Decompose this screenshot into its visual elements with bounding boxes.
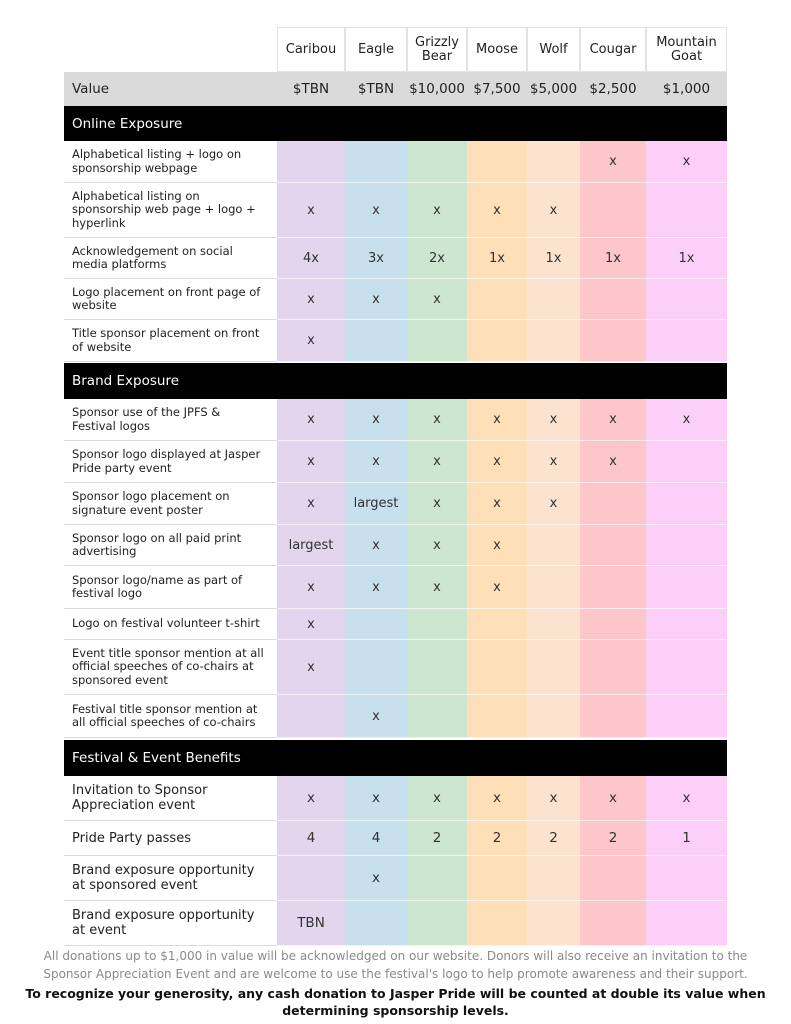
tier-value-4 xyxy=(527,72,580,106)
tier-name: Grizzly Bear xyxy=(415,34,459,64)
benefit-mark xyxy=(345,320,407,362)
benefit-mark-text: 1x xyxy=(545,250,562,266)
benefit-mark xyxy=(277,821,345,856)
benefit-mark xyxy=(277,695,345,738)
benefit-mark-text: x xyxy=(372,579,380,595)
benefit-label-text: Alphabetical listing on sponsorship web page + logo + hyperlink xyxy=(72,188,256,230)
benefit-mark-text: x xyxy=(433,412,441,427)
footer-note-line-1: All donations up to $1,000 in value will be acknowledged on our website. Donors will also receive an invitation to the xyxy=(43,949,748,963)
benefit-mark xyxy=(407,776,467,821)
benefit-label xyxy=(64,441,277,483)
benefit-mark xyxy=(527,320,580,362)
benefit-label xyxy=(64,141,277,183)
benefit-label xyxy=(64,640,277,695)
benefit-mark xyxy=(646,821,727,856)
benefit-label-text: Logo placement on front page of website xyxy=(72,284,261,312)
benefit-mark-text: x xyxy=(372,537,380,553)
benefit-mark xyxy=(580,441,646,483)
benefit-mark-text: x xyxy=(372,708,380,724)
benefit-mark-text: x xyxy=(307,291,315,307)
benefit-label xyxy=(64,238,277,279)
benefit-mark xyxy=(407,141,467,183)
benefit-mark xyxy=(407,821,467,856)
benefit-mark xyxy=(407,609,467,640)
benefit-mark-text: x xyxy=(609,454,617,469)
benefit-mark-text: x xyxy=(433,202,441,218)
benefit-mark xyxy=(407,183,467,238)
benefit-label-text: Sponsor logo on all paid print advertising xyxy=(72,530,242,558)
benefit-mark-text: x xyxy=(433,496,441,511)
benefit-mark xyxy=(580,399,646,441)
benefit-mark xyxy=(580,483,646,525)
benefit-mark-text: x xyxy=(307,659,315,675)
footer-note-line-2: Sponsor Appreciation Event and are welcome to use the festival's logo to help promote awareness and their support. xyxy=(43,967,748,981)
benefit-mark-text: x xyxy=(307,616,315,632)
benefit-mark xyxy=(527,640,580,695)
benefit-mark xyxy=(277,441,345,483)
benefit-mark xyxy=(277,238,345,279)
benefit-mark xyxy=(580,141,646,183)
benefit-mark-text: 4 xyxy=(371,830,381,846)
benefit-mark-text: x xyxy=(609,154,617,169)
benefit-mark xyxy=(527,525,580,566)
benefit-mark-text: x xyxy=(493,579,501,595)
benefit-mark xyxy=(467,856,527,901)
benefit-mark xyxy=(345,183,407,238)
benefit-mark xyxy=(277,640,345,695)
tier-value: $TBN xyxy=(292,81,330,97)
tier-header-2 xyxy=(407,27,467,72)
tier-name: Mountain Goat xyxy=(656,34,717,64)
benefit-mark xyxy=(580,238,646,279)
benefit-mark-text: x xyxy=(609,790,617,806)
benefit-label-text: Logo on festival volunteer t-shirt xyxy=(72,616,260,631)
benefit-mark xyxy=(407,640,467,695)
benefit-mark-text: x xyxy=(549,412,558,427)
benefit-label xyxy=(64,279,277,320)
benefit-mark xyxy=(467,776,527,821)
benefit-mark-text: 2x xyxy=(429,250,445,266)
value-label-text: Value xyxy=(72,81,110,97)
benefit-mark-text: x xyxy=(433,537,441,553)
benefit-mark xyxy=(277,566,345,609)
benefit-mark xyxy=(277,776,345,821)
benefit-mark xyxy=(646,441,727,483)
benefit-mark-text: x xyxy=(372,870,380,886)
benefit-mark-text: x xyxy=(682,412,691,427)
benefit-mark-text: x xyxy=(433,790,441,806)
benefit-mark xyxy=(467,483,527,525)
benefit-mark xyxy=(467,238,527,279)
benefit-mark xyxy=(580,776,646,821)
benefit-mark xyxy=(407,525,467,566)
benefit-mark xyxy=(580,695,646,738)
benefit-mark-text: x xyxy=(682,790,691,806)
benefit-mark xyxy=(646,238,727,279)
footer-bold-line-2: determining sponsorship levels. xyxy=(282,1003,509,1018)
benefit-label-text: Sponsor use of the JPFS & Festival logos xyxy=(72,405,221,433)
tier-name: Wolf xyxy=(539,41,568,57)
benefit-mark-text: x xyxy=(307,579,315,595)
benefit-mark-text: x xyxy=(307,454,315,469)
benefit-mark xyxy=(646,901,727,946)
benefit-label xyxy=(64,320,277,362)
benefit-label-text: Pride Party passes xyxy=(72,830,191,846)
benefit-mark-text: x xyxy=(549,202,558,218)
benefit-mark-text: x xyxy=(307,333,315,348)
benefit-mark xyxy=(580,525,646,566)
benefit-mark-text: 1x xyxy=(678,250,695,266)
benefit-mark-text: x xyxy=(493,790,501,806)
benefit-mark xyxy=(345,141,407,183)
benefit-mark-text: 4 xyxy=(306,830,316,846)
benefit-mark-text: x xyxy=(372,202,380,218)
benefit-label-text: Invitation to Sponsor Appreciation event xyxy=(72,783,208,813)
benefit-mark xyxy=(527,566,580,609)
benefit-mark xyxy=(407,279,467,320)
benefit-mark xyxy=(527,695,580,738)
benefit-mark xyxy=(646,776,727,821)
benefit-mark-text: 2 xyxy=(608,830,618,846)
benefit-mark xyxy=(345,238,407,279)
tier-header-4 xyxy=(527,27,580,72)
benefit-label-text: Brand exposure opportunity at event xyxy=(72,908,255,938)
benefit-label xyxy=(64,695,277,738)
tier-header-6 xyxy=(646,27,727,72)
benefit-mark xyxy=(580,821,646,856)
benefit-label xyxy=(64,856,277,901)
benefit-mark xyxy=(467,141,527,183)
benefit-mark-text: largest xyxy=(288,537,334,553)
benefit-mark xyxy=(277,483,345,525)
benefit-mark xyxy=(527,238,580,279)
tier-value-1 xyxy=(345,72,407,106)
tier-value-5 xyxy=(580,72,646,106)
benefit-mark-text: x xyxy=(372,790,380,806)
benefit-mark xyxy=(527,856,580,901)
benefit-mark-text: x xyxy=(307,790,315,806)
benefit-mark xyxy=(467,279,527,320)
benefit-mark xyxy=(527,141,580,183)
section-title: Online Exposure xyxy=(72,115,183,132)
benefit-mark-text: x xyxy=(493,454,501,469)
benefit-mark xyxy=(345,483,407,525)
benefit-mark xyxy=(407,566,467,609)
benefit-mark-text: x xyxy=(609,412,617,427)
benefit-label-text: Alphabetical listing + logo on sponsorship webpage xyxy=(72,147,242,175)
benefit-mark xyxy=(527,183,580,238)
benefit-mark xyxy=(345,640,407,695)
benefit-mark xyxy=(277,609,345,640)
benefit-mark-text: x xyxy=(372,412,380,427)
section-title: Brand Exposure xyxy=(72,373,179,389)
benefit-mark xyxy=(646,856,727,901)
benefit-mark xyxy=(580,279,646,320)
tier-value-6 xyxy=(646,72,727,106)
benefit-mark xyxy=(527,279,580,320)
benefit-mark-text: largest xyxy=(353,496,399,511)
benefit-mark xyxy=(345,441,407,483)
benefit-mark xyxy=(345,901,407,946)
benefit-mark xyxy=(580,901,646,946)
benefit-mark xyxy=(646,183,727,238)
benefit-mark xyxy=(407,441,467,483)
benefit-mark xyxy=(527,776,580,821)
benefit-mark xyxy=(467,901,527,946)
tier-name: Moose xyxy=(476,41,518,57)
benefit-mark xyxy=(277,399,345,441)
benefit-mark xyxy=(407,695,467,738)
benefit-label xyxy=(64,399,277,441)
benefit-mark-text: 3x xyxy=(368,250,384,266)
benefit-mark-text: 1 xyxy=(682,830,691,846)
benefit-mark-text: TBN xyxy=(297,915,325,931)
benefit-mark xyxy=(646,609,727,640)
benefit-mark-text: x xyxy=(307,496,315,511)
benefit-mark xyxy=(467,566,527,609)
benefit-mark xyxy=(277,279,345,320)
section-header-2 xyxy=(64,740,727,776)
benefit-mark xyxy=(580,320,646,362)
benefit-mark xyxy=(345,525,407,566)
benefit-label xyxy=(64,821,277,856)
benefit-mark xyxy=(646,483,727,525)
benefit-mark xyxy=(467,695,527,738)
benefit-mark-text: 2 xyxy=(492,830,502,846)
benefit-mark-text: 2 xyxy=(549,830,558,846)
benefit-mark xyxy=(646,279,727,320)
benefit-mark-text: x xyxy=(372,291,380,307)
benefit-mark xyxy=(580,856,646,901)
benefit-mark xyxy=(277,320,345,362)
benefit-mark xyxy=(580,609,646,640)
benefit-mark xyxy=(467,183,527,238)
benefit-label-text: Acknowledgement on social media platforms xyxy=(72,243,233,271)
tier-name: Eagle xyxy=(357,41,395,57)
tier-header-1 xyxy=(345,27,407,72)
benefit-mark-text: x xyxy=(433,454,441,469)
benefit-mark xyxy=(345,695,407,738)
benefit-mark-text: x xyxy=(549,454,558,469)
benefit-mark xyxy=(277,141,345,183)
benefit-mark xyxy=(467,525,527,566)
benefit-label xyxy=(64,483,277,525)
benefit-mark xyxy=(345,821,407,856)
section-header-1 xyxy=(64,363,727,399)
tier-value: $2,500 xyxy=(589,81,637,97)
benefit-label xyxy=(64,609,277,640)
benefit-mark xyxy=(407,238,467,279)
section-header-0 xyxy=(64,106,727,141)
benefit-mark xyxy=(467,609,527,640)
value-row-label xyxy=(64,72,277,106)
benefit-mark xyxy=(527,399,580,441)
benefit-mark-text: x xyxy=(549,790,558,806)
benefit-mark xyxy=(646,525,727,566)
benefit-mark-text: 4x xyxy=(303,250,319,266)
benefit-mark xyxy=(345,609,407,640)
benefit-mark xyxy=(467,441,527,483)
benefit-mark xyxy=(580,640,646,695)
tier-header-5 xyxy=(580,27,646,72)
benefit-label-text: Festival title sponsor mention at all official speeches of co-chairs xyxy=(72,701,258,729)
footer-bold-line-1: To recognize your generosity, any cash donation to Jasper Pride will be counted at double its value when xyxy=(25,986,766,1001)
benefit-mark xyxy=(646,141,727,183)
tier-value-2 xyxy=(407,72,467,106)
benefit-mark xyxy=(407,483,467,525)
tier-header-0 xyxy=(277,27,345,72)
tier-value: $10,000 xyxy=(409,81,465,97)
benefit-mark xyxy=(646,399,727,441)
benefit-mark xyxy=(646,320,727,362)
benefit-mark xyxy=(277,901,345,946)
benefit-label xyxy=(64,566,277,609)
benefit-label-text: Sponsor logo/name as part of festival logo xyxy=(72,572,243,600)
benefit-mark-text: x xyxy=(493,496,501,511)
benefit-label-text: Brand exposure opportunity at sponsored event xyxy=(72,863,255,893)
tier-value-0 xyxy=(277,72,345,106)
tier-value-3 xyxy=(467,72,527,106)
benefit-mark-text: x xyxy=(682,154,691,169)
benefit-mark-text: x xyxy=(307,202,315,218)
benefit-mark-text: 1x xyxy=(489,250,505,266)
tier-value: $TBN xyxy=(357,81,395,97)
benefit-mark xyxy=(527,609,580,640)
benefit-mark-text: x xyxy=(493,412,501,427)
benefit-mark-text: x xyxy=(549,496,558,511)
benefit-mark xyxy=(345,776,407,821)
benefit-mark xyxy=(345,566,407,609)
benefit-mark xyxy=(277,856,345,901)
benefit-mark-text: x xyxy=(433,291,441,307)
tier-name: Caribou xyxy=(285,41,337,57)
benefit-mark xyxy=(467,320,527,362)
tier-name: Cougar xyxy=(589,41,637,57)
benefit-label xyxy=(64,776,277,821)
benefit-mark xyxy=(646,695,727,738)
benefit-mark xyxy=(407,399,467,441)
benefit-label xyxy=(64,183,277,238)
benefit-mark xyxy=(467,640,527,695)
benefit-mark xyxy=(646,640,727,695)
benefit-mark xyxy=(527,901,580,946)
benefit-mark xyxy=(580,566,646,609)
benefit-mark-text: x xyxy=(372,454,380,469)
benefit-mark xyxy=(345,856,407,901)
benefit-mark xyxy=(345,399,407,441)
benefit-mark xyxy=(527,483,580,525)
benefit-mark xyxy=(646,566,727,609)
benefit-mark xyxy=(467,399,527,441)
benefit-label-text: Sponsor logo displayed at Jasper Pride party event xyxy=(72,447,261,475)
tier-value: $7,500 xyxy=(473,81,521,97)
tier-value: $5,000 xyxy=(529,81,578,97)
tier-value: $1,000 xyxy=(662,81,711,97)
benefit-mark xyxy=(467,821,527,856)
benefit-mark-text: x xyxy=(493,537,501,553)
benefit-mark xyxy=(580,183,646,238)
benefit-mark xyxy=(277,525,345,566)
benefit-mark xyxy=(407,320,467,362)
benefit-mark xyxy=(277,183,345,238)
benefit-mark xyxy=(345,279,407,320)
tier-header-3 xyxy=(467,27,527,72)
benefit-mark xyxy=(407,901,467,946)
benefit-mark-text: 2 xyxy=(432,830,442,846)
benefit-mark-text: 1x xyxy=(605,250,621,266)
benefit-label-text: Event title sponsor mention at all official speeches of co-chairs at sponsored event xyxy=(72,645,264,687)
benefit-label-text: Sponsor logo placement on signature event poster xyxy=(72,489,230,517)
benefit-mark xyxy=(527,821,580,856)
benefit-mark xyxy=(527,441,580,483)
benefit-mark-text: x xyxy=(493,202,501,218)
benefit-label-text: Title sponsor placement on front of website xyxy=(72,326,260,354)
benefit-label xyxy=(64,901,277,946)
benefit-mark-text: x xyxy=(433,579,441,595)
benefit-label xyxy=(64,525,277,566)
section-title: Festival & Event Benefits xyxy=(72,750,241,766)
benefit-mark-text: x xyxy=(307,412,315,427)
benefit-mark xyxy=(407,856,467,901)
